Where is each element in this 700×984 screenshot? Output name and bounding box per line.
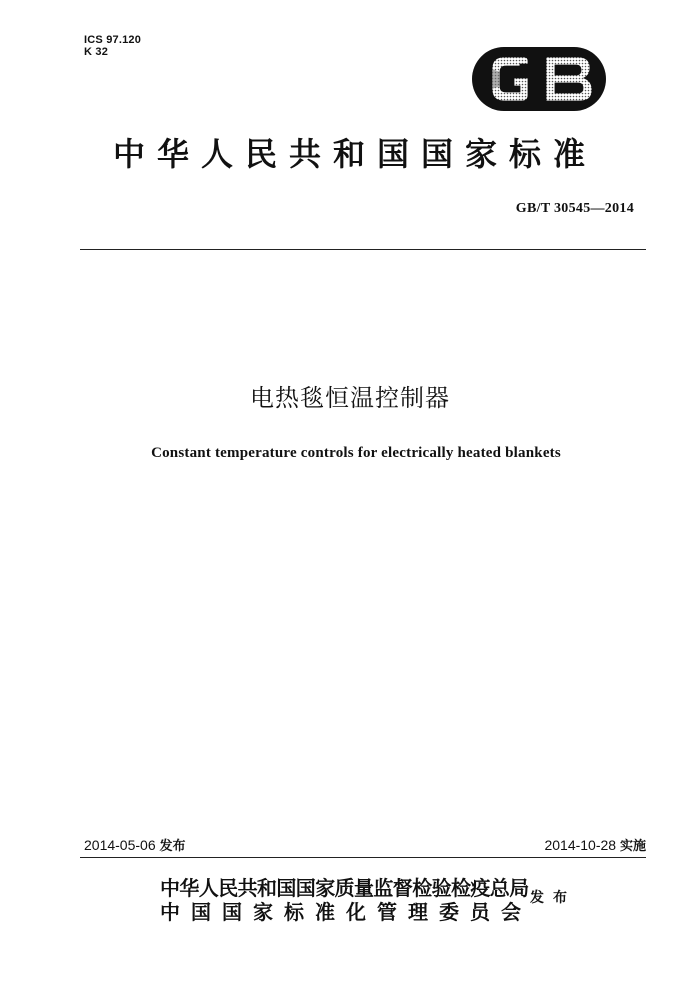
bottom-divider <box>80 857 646 858</box>
issuer-sac: 中国国家标准化管理委员会 <box>160 900 532 924</box>
issue-date <box>84 835 186 857</box>
implementation-date-value: 2014-10-28 <box>544 837 617 853</box>
ics-code: ICS 97.120 <box>84 34 142 46</box>
issue-date-value: 2014-05-06 <box>84 837 156 853</box>
implementation-date-label: 实施 <box>619 839 646 854</box>
classification-code: K 32 <box>84 46 109 58</box>
publish-label: 发布 <box>530 890 576 906</box>
national-standard-title: 中华人民共和国国家标准 <box>112 135 597 173</box>
issue-date-label: 发布 <box>159 839 186 854</box>
document-title-en: Constant temperature controls for electrically heated blankets <box>151 445 561 461</box>
implementation-date <box>544 835 646 857</box>
standard-number: GB/T 30545—2014 <box>515 201 634 216</box>
document-title-cn: 电热毯恒温控制器 <box>250 384 450 412</box>
top-divider <box>80 249 646 250</box>
issuer-aqsiq: 中华人民共和国国家质量监督检验检疫总局 <box>160 876 529 900</box>
gb-logo <box>470 44 610 114</box>
